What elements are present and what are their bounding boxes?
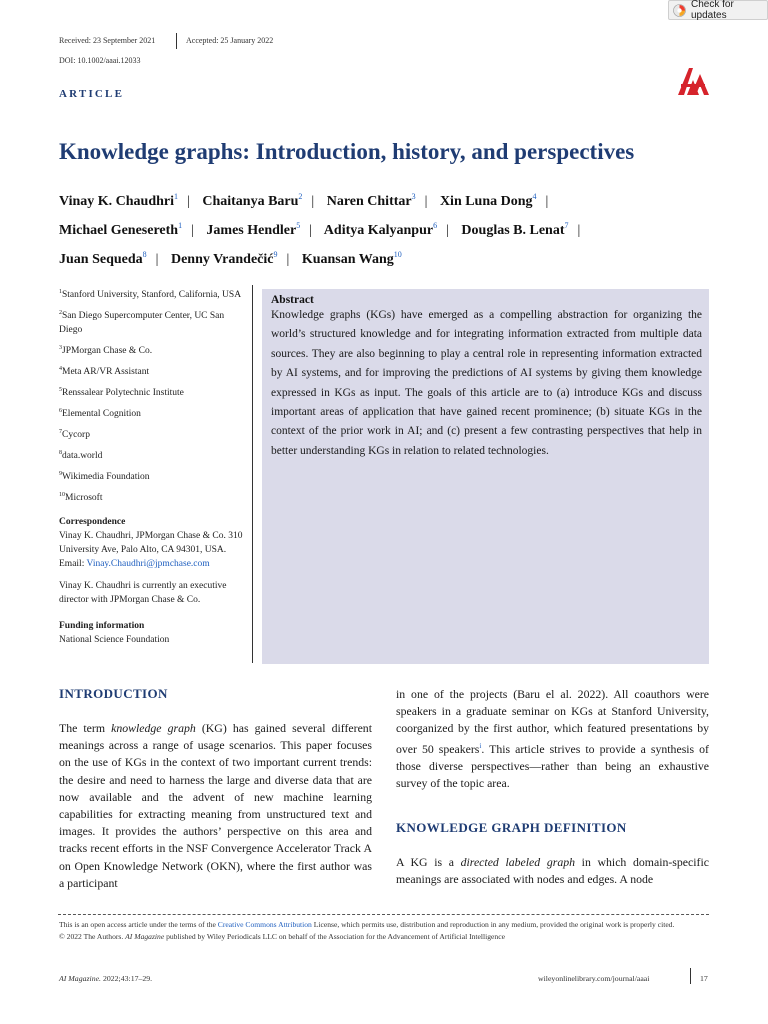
- affiliation-item: [59, 488, 244, 505]
- text-run: The term: [59, 721, 112, 735]
- journal-url-link[interactable]: wileyonlinelibrary.com/journal/aaai: [538, 974, 650, 983]
- journal-volume: 2022;43:17–29.: [101, 974, 153, 983]
- author-name: Xin Luna Dong: [439, 194, 533, 209]
- copyright-line: [59, 931, 710, 943]
- author-name: Denny Vrandečić: [170, 252, 274, 267]
- affiliation-number: 8: [59, 450, 62, 456]
- aaai-logo-icon: [676, 66, 710, 96]
- introduction-paragraph: [59, 720, 372, 892]
- author-line-3: Juan Sequeda$^8$ | Denny Vrandečić$^9$ | Kuansan Wang$^{10}$: [59, 250, 402, 267]
- license-line: [59, 919, 710, 931]
- affiliation-text: JPMorgan Chase & Co.: [62, 346, 153, 356]
- affiliation-text: Elemental Cognition: [62, 409, 141, 419]
- author-affil-ref[interactable]: 7: [564, 221, 569, 230]
- funding-text: National Science Foundation: [59, 635, 170, 645]
- author-name: Chaitanya Baru: [202, 194, 299, 209]
- author-line-1: Vinay K. Chaudhri$^1$ | Chaitanya Baru$^2$ | Naren Chittar$^3$ | Xin Luna Dong$^4$ |: [59, 192, 549, 209]
- affiliation-text: data.world: [62, 451, 103, 461]
- correspondence-note: Vinay K. Chaudhri is currently an executive director with JPMorgan Chase & Co.: [59, 581, 227, 605]
- page-number: 17: [700, 974, 708, 983]
- column-divider: [252, 285, 253, 663]
- author-name: Kuansan Wang: [301, 252, 394, 267]
- affiliation-item: [59, 285, 244, 302]
- kg-definition-heading: KNOWLEDGE GRAPH DEFINITION: [396, 820, 627, 835]
- emphasis-text: knowledge graph: [111, 721, 196, 735]
- affiliation-item: [59, 425, 244, 442]
- affiliation-text: Renssalear Polytechnic Institute: [62, 388, 184, 398]
- text-run: in one of the projects (Baru el al. 2022). All coauthors were speakers in a graduate seminar on KGs at Stanford University, coorganized by the first author, which featured presentations by over 50 speakers: [396, 687, 709, 756]
- author-affil-ref[interactable]: 3: [411, 192, 416, 201]
- email-link[interactable]: Vinay.Chaudhri@jpmchase.com: [86, 559, 210, 569]
- abstract-content: [271, 294, 702, 461]
- affiliation-number: 5: [59, 387, 62, 393]
- author-name: James Hendler: [206, 223, 297, 238]
- affiliation-number: 1: [59, 289, 62, 295]
- endnote-ref[interactable]: i: [479, 741, 482, 750]
- doi: DOI: 10.1002/aaai.12033: [59, 56, 141, 65]
- accepted-date: Accepted: 25 January 2022: [186, 36, 274, 45]
- affiliation-text: Microsoft: [65, 493, 103, 503]
- affiliation-item: [59, 467, 244, 484]
- author-affil-ref[interactable]: 6: [433, 221, 438, 230]
- correspondence-block: [59, 515, 244, 607]
- author-name: Michael Genesereth: [59, 223, 179, 238]
- affiliation-text: San Diego Supercomputer Center, UC San Diego: [59, 311, 225, 335]
- author-affil-ref[interactable]: 1: [178, 221, 183, 230]
- author-affil-ref[interactable]: 5: [296, 221, 301, 230]
- affiliation-item: [59, 306, 244, 337]
- affiliation-number: 3: [59, 345, 62, 351]
- footer-divider: [690, 968, 691, 984]
- affiliation-text: Cycorp: [62, 430, 90, 440]
- journal-citation: [59, 974, 152, 983]
- email-label: Email:: [59, 559, 87, 569]
- author-name: Vinay K. Chaudhri: [59, 194, 175, 209]
- affiliation-item: [59, 341, 244, 358]
- affiliation-item: [59, 404, 244, 421]
- abstract-heading: Abstract: [271, 294, 314, 306]
- author-affil-ref[interactable]: 2: [298, 192, 303, 201]
- article-type-label: ARTICLE: [59, 88, 125, 100]
- crossmark-updates-icon: [673, 4, 686, 17]
- correspondence-email-line: [59, 557, 244, 571]
- journal-name: AI Magazine.: [59, 974, 102, 983]
- affiliation-number: 2: [59, 310, 62, 316]
- introduction-heading: INTRODUCTION: [59, 686, 168, 701]
- text-run: A KG is a: [396, 855, 461, 869]
- affiliation-item: [59, 362, 244, 379]
- license-text: [59, 919, 710, 943]
- text-run: This is an open access article under the terms of the: [59, 920, 218, 929]
- affiliation-item: [59, 446, 244, 463]
- author-affil-ref[interactable]: 8: [142, 250, 147, 259]
- funding-block: [59, 619, 244, 647]
- affiliation-text: Meta AR/VR Assistant: [62, 367, 150, 377]
- author-name: Naren Chittar: [326, 194, 412, 209]
- author-name: Aditya Kalyanpur: [323, 223, 434, 238]
- text-run: License, which permits use, distribution and reproduction in any medium, provided the original work is properly cited.: [311, 920, 675, 929]
- affiliation-number: 9: [59, 471, 62, 477]
- introduction-paragraph-continued: [396, 686, 709, 792]
- text-run: © 2022 The Authors.: [59, 932, 126, 941]
- author-name: Douglas B. Lenat: [461, 223, 565, 238]
- text-run: in which domain-specific meanings are associated with nodes and edges. A node: [396, 855, 709, 887]
- author-line-2: Michael Genesereth$^1$ | James Hendler$^5$ | Aditya Kalyanpur$^6$ | Douglas B. Lenat$^7$ |: [59, 221, 581, 238]
- header-divider: [176, 33, 177, 49]
- author-affil-ref[interactable]: 1: [174, 192, 179, 201]
- emphasis-text: AI Magazine: [125, 932, 165, 941]
- abstract-text: Knowledge graphs (KGs) have emerged as a compelling abstraction for organizing the world’s structured knowledge and for integrating information extracted from multiple data sources. They are also beginning to play a central role in representing information extracted by AI systems, and for improving the predictions of AI systems by giving them knowledge expressed in KGs as input. The goals of this article are to (a) introduce KGs and discuss important areas of application that have gained recent prominence; (b) situate KGs in the context of the prior work in AI; and (c) present a few contrasting perspectives that help in better understanding KGs in relation to related technologies.: [271, 309, 702, 457]
- author-affil-ref[interactable]: 9: [273, 250, 278, 259]
- cc-license-link[interactable]: Creative Commons Attribution: [217, 920, 312, 929]
- affiliation-number: 4: [59, 366, 62, 372]
- author-list: [59, 185, 719, 272]
- kg-definition-paragraph: [396, 854, 709, 888]
- affiliation-number: 7: [59, 429, 62, 435]
- text-run: published by Wiley Periodicals LLC on behalf of the Association for the Advancement of Artificial Intelligence: [164, 932, 505, 941]
- check-for-updates-button[interactable]: [668, 0, 768, 20]
- affiliation-number: 10: [59, 492, 65, 498]
- emphasis-text: directed labeled graph: [460, 855, 576, 869]
- affiliations-column: [59, 285, 244, 647]
- affiliation-text: Wikimedia Foundation: [62, 472, 150, 482]
- text-run: . This article strives to provide a synthesis of those diverse perspectives—rather than being an exhaustive survey of the topic area.: [396, 741, 709, 791]
- author-affil-ref[interactable]: 4: [532, 192, 537, 201]
- author-name: Juan Sequeda: [59, 252, 143, 267]
- affiliation-item: [59, 383, 244, 400]
- received-date: Received: 23 September 2021: [59, 36, 156, 45]
- text-run: (KG) has gained several different meanings across a range of usage scenarios. This paper focuses on the use of KGs in the context of two important current trends: the desire and need to harness the large and diverse data that are now available and the advent of new machine learning capabilities for extracting meaning from unstructured text and images. It provides the authors’ perspective on this area and tracks recent efforts in the NSF Convergence Accelerator Track A on Open Knowledge Network (OKN), where the first author was a participant: [59, 721, 372, 890]
- check-for-updates-label: Check for updates: [691, 0, 734, 21]
- funding-heading: Funding information: [59, 621, 145, 631]
- correspondence-address: Vinay K. Chaudhri, JPMorgan Chase & Co. 310 University Ave, Palo Alto, CA 94301, USA.: [59, 531, 243, 555]
- affiliation-number: 6: [59, 408, 62, 414]
- author-affil-ref[interactable]: 10: [393, 250, 402, 259]
- correspondence-heading: Correspondence: [59, 517, 126, 527]
- paper-title: Knowledge graphs: Introduction, history, and perspectives: [59, 139, 635, 164]
- license-divider: [58, 914, 709, 915]
- abstract-box: [262, 289, 709, 664]
- affiliation-text: Stanford University, Stanford, California, USA: [62, 290, 242, 300]
